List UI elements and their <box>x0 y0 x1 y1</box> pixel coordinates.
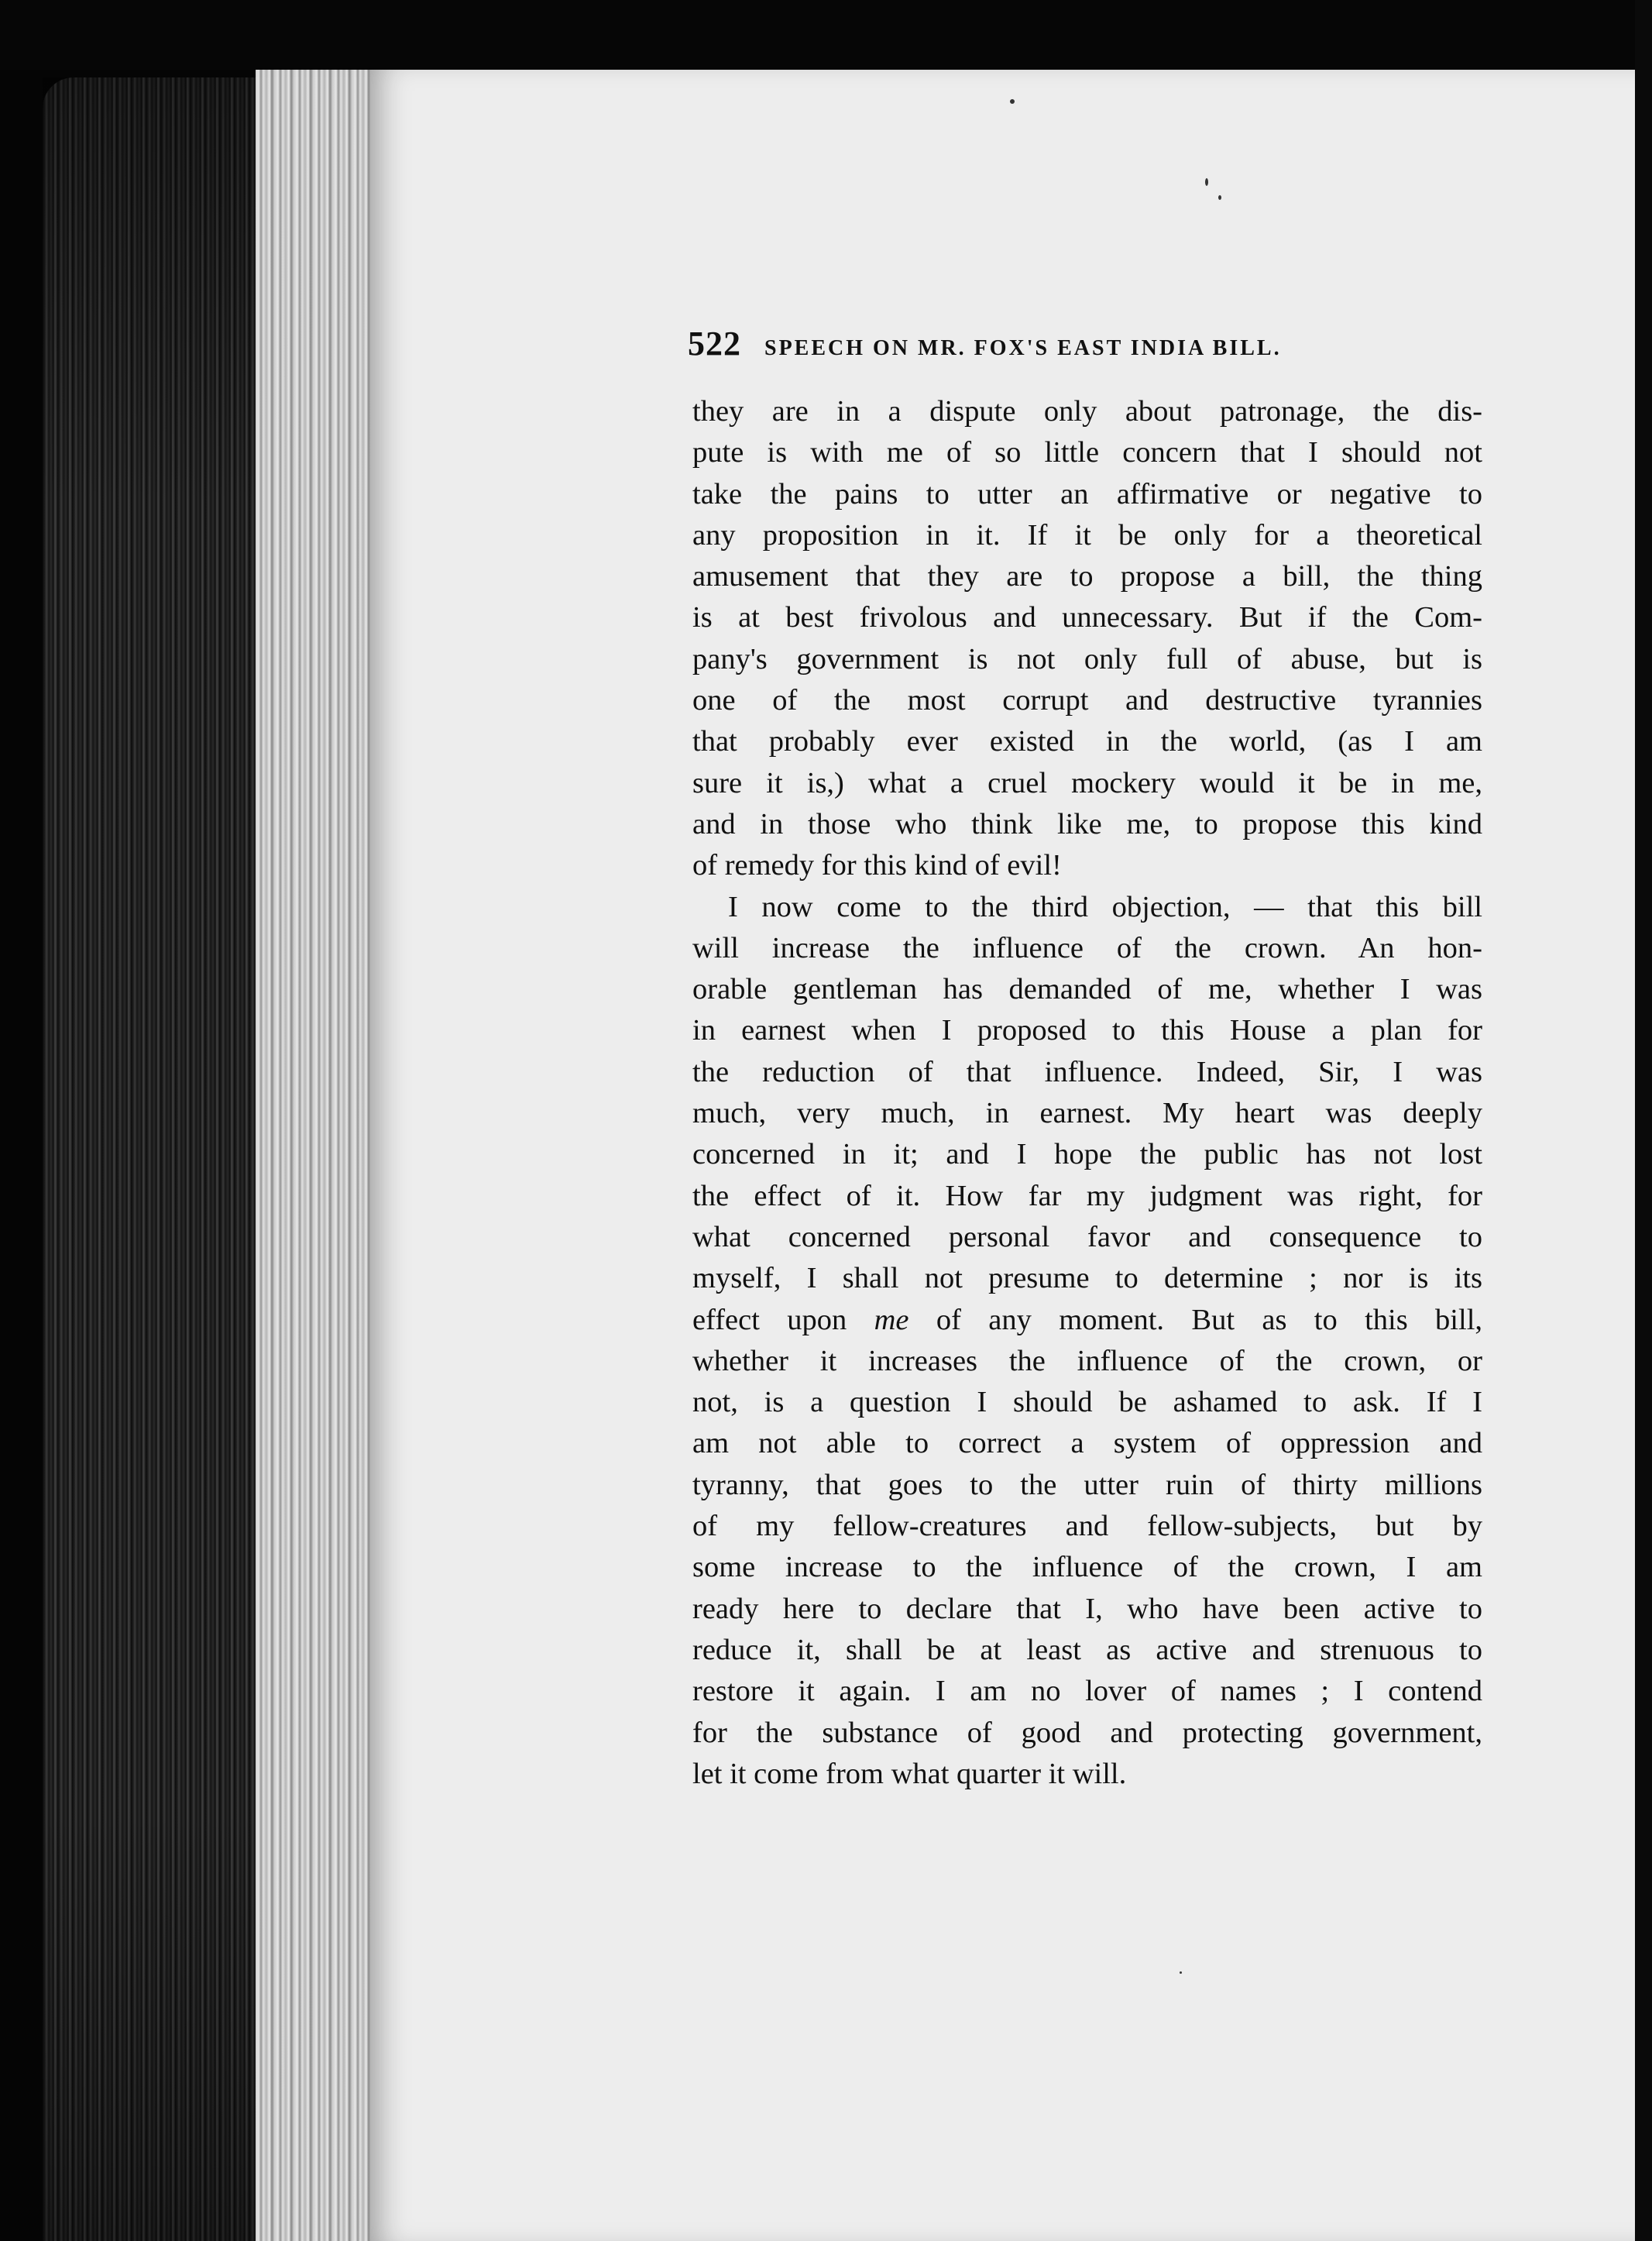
text-line: pute is with me of so little concern that I should not <box>692 436 1482 469</box>
text-line: that probably ever existed in the world, (as I am <box>692 725 1482 758</box>
ink-speck <box>1205 178 1208 186</box>
text-line: what concerned personal favor and consequence to <box>692 1220 1482 1253</box>
text-line: one of the most corrupt and destructive tyrannies <box>692 684 1482 717</box>
text-line: for the substance of good and protecting government, <box>692 1716 1482 1749</box>
text-line: take the pains to utter an affirmative or negative to <box>692 477 1482 510</box>
text-line: orable gentleman has demanded of me, whether I was <box>692 973 1482 1006</box>
text-line: will increase the influence of the crown. An hon- <box>692 931 1482 964</box>
text-line: whether it increases the influence of the crown, or <box>692 1344 1482 1377</box>
text-line: am not able to correct a system of oppression and <box>692 1427 1482 1460</box>
text-line: they are in a dispute only about patronage, the dis- <box>692 395 1482 428</box>
text-line: is at best frivolous and unnecessary. But if the Com- <box>692 601 1482 634</box>
text-line: reduce it, shall be at least as active and strenuous to <box>692 1633 1482 1666</box>
text-line: the effect of it. How far my judgment was right, for <box>692 1179 1482 1212</box>
running-title: SPEECH ON MR. FOX'S EAST INDIA BILL. <box>764 336 1282 360</box>
text-line: any proposition in it. If it be only for a theoretical <box>692 518 1482 552</box>
text-line: myself, I shall not presume to determine ; nor is its <box>692 1262 1482 1295</box>
body-text <box>692 391 1482 1795</box>
text-line: in earnest when I proposed to this House a plan for <box>692 1014 1482 1047</box>
text-line: much, very much, in earnest. My heart was deeply <box>692 1097 1482 1130</box>
text-line: sure it is,) what a cruel mockery would it be in me, <box>692 766 1482 799</box>
text-line: the reduction of that influence. Indeed, Sir, I was <box>692 1055 1482 1088</box>
ink-speck <box>1010 99 1015 104</box>
running-header <box>688 324 1385 370</box>
text-line: amusement that they are to propose a bill, the thing <box>692 560 1482 593</box>
text-line: tyranny, that goes to the utter ruin of thirty millions <box>692 1468 1482 1501</box>
text-line: and in those who think like me, to propose this kind <box>692 807 1482 840</box>
text-line: pany's government is not only full of abuse, but is <box>692 642 1482 675</box>
ink-speck <box>1180 1971 1182 1974</box>
text-line-with-emphasis <box>692 1300 1482 1341</box>
text-line: some increase to the influence of the crown, I am <box>692 1551 1482 1584</box>
ink-speck <box>1218 195 1221 200</box>
text-line: not, is a question I should be ashamed to ask. If I <box>692 1386 1482 1419</box>
text-line: of my fellow-creatures and fellow-subjects, but by <box>692 1510 1482 1543</box>
page-leaves <box>256 70 372 2241</box>
text-line: restore it again. I am no lover of names ; I contend <box>692 1675 1482 1708</box>
page-number: 522 <box>688 325 741 363</box>
line-segment: of any moment. But as to this bill, <box>936 1303 1483 1336</box>
text-line: ready here to declare that I, who have been active to <box>692 1592 1482 1625</box>
line-segment: effect upon <box>692 1303 847 1336</box>
text-line: let it come from what quarter it will. <box>692 1757 1127 1790</box>
text-line: concerned in it; and I hope the public has not lost <box>692 1138 1482 1171</box>
text-line: of remedy for this kind of evil! <box>692 849 1062 882</box>
text-line: I now come to the third objection, — that this bill <box>728 890 1482 923</box>
background-dark-right <box>1635 0 1652 2241</box>
background-dark-top <box>0 0 1652 70</box>
italic-word: me <box>874 1303 909 1336</box>
